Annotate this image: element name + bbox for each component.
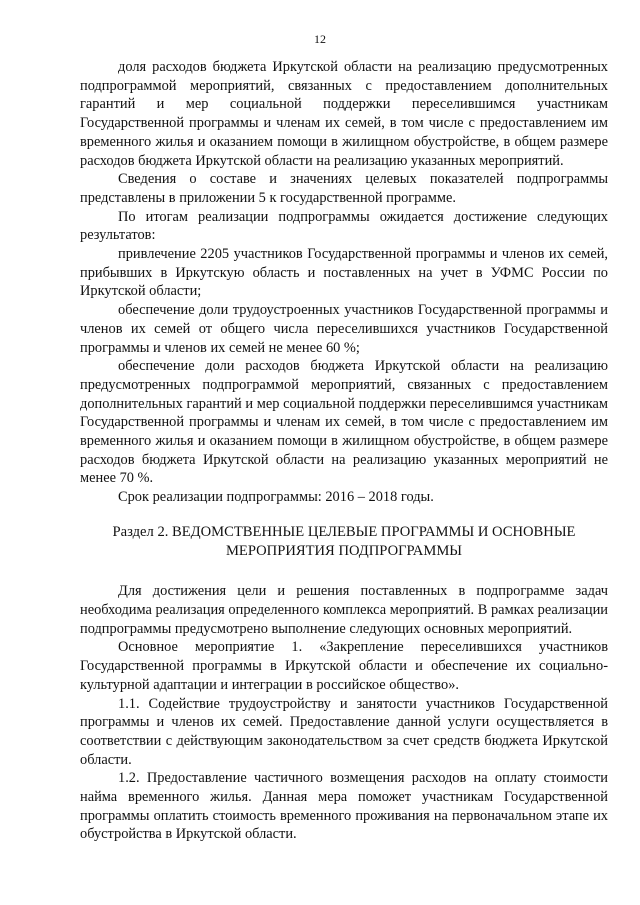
page-number: 12 [314,32,326,46]
body-text [80,58,608,844]
paragraph: обеспечение доли расходов бюджета Иркутской области на реализацию предусмотренных подпрограммой мероприятий, связанных с предоставлением дополнительных гарантий и мер социальной поддержки переселившимся участникам Государственной программы и членам их семей, в том числе с предоставлением им временного жилья и оказанием помощи в жилищном обустройстве, в общем размере расходов бюджета Иркутской области на реализацию указанных мероприятий не менее 70 %. [80,358,608,487]
paragraph: привлечение 2205 участников Государственной программы и членов их семей, прибывших в Иркутскую область и поставленных на учет в УФМС России по Иркутской области; [80,246,608,300]
paragraph: Срок реализации подпрограммы: 2016 – 2018 годы. [118,489,434,506]
paragraph: Сведения о составе и значениях целевых показателей подпрограммы представлены в приложении 5 к государственной программе. [80,171,608,206]
paragraph: Основное мероприятие 1. «Закрепление переселившихся участников Государственной программы в Иркутской области и обеспечение их социально-культурной адаптации и интеграции в российское общество». [80,639,608,693]
paragraph: обеспечение доли трудоустроенных участников Государственной программы и членов их семей от общего числа переселившихся участников Государственной программы и членов их семей не менее 60 %; [80,302,608,356]
paragraph: 1.1. Содействие трудоустройству и занятости участников Государственной программы и членов их семей. Предоставление данной услуги осуществляется в соответствии с действующим законодательством за счет средств бюджета Иркутской области. [80,695,608,768]
section-heading: Раздел 2. ВЕДОМСТВЕННЫЕ ЦЕЛЕВЫЕ ПРОГРАММЫ И ОСНОВНЫЕ МЕРОПРИЯТИЯ ПОДПРОГРАММЫ [112,523,576,559]
paragraph: доля расходов бюджета Иркутской области на реализацию предусмотренных подпрограммой мероприятий, связанных с предоставлением дополнительных гарантий и мер социальной поддержки переселившимся участникам Государственной программы и членам их семей, в том числе с предоставлением им временного жилья и оказанием помощи в жилищном обустройстве, в общем размере расходов бюджета Иркутской области на реализацию указанных мероприятий. [80,59,608,169]
paragraph: Для достижения цели и решения поставленных в подпрограмме задач необходима реализация определенного комплекса мероприятий. В рамках реализации подпрограммы предусмотрено выполнение следующих основных мероприятий. [80,583,608,637]
paragraph: По итогам реализации подпрограммы ожидается достижение следующих результатов: [80,208,608,244]
paragraph: 1.2. Предоставление частичного возмещения расходов на оплату стоимости найма временного жилья. Данная мера поможет участникам Государственной программы оплатить стоимость временного проживания на первоначальном этапе их обустройства в Иркутской области. [80,770,608,843]
